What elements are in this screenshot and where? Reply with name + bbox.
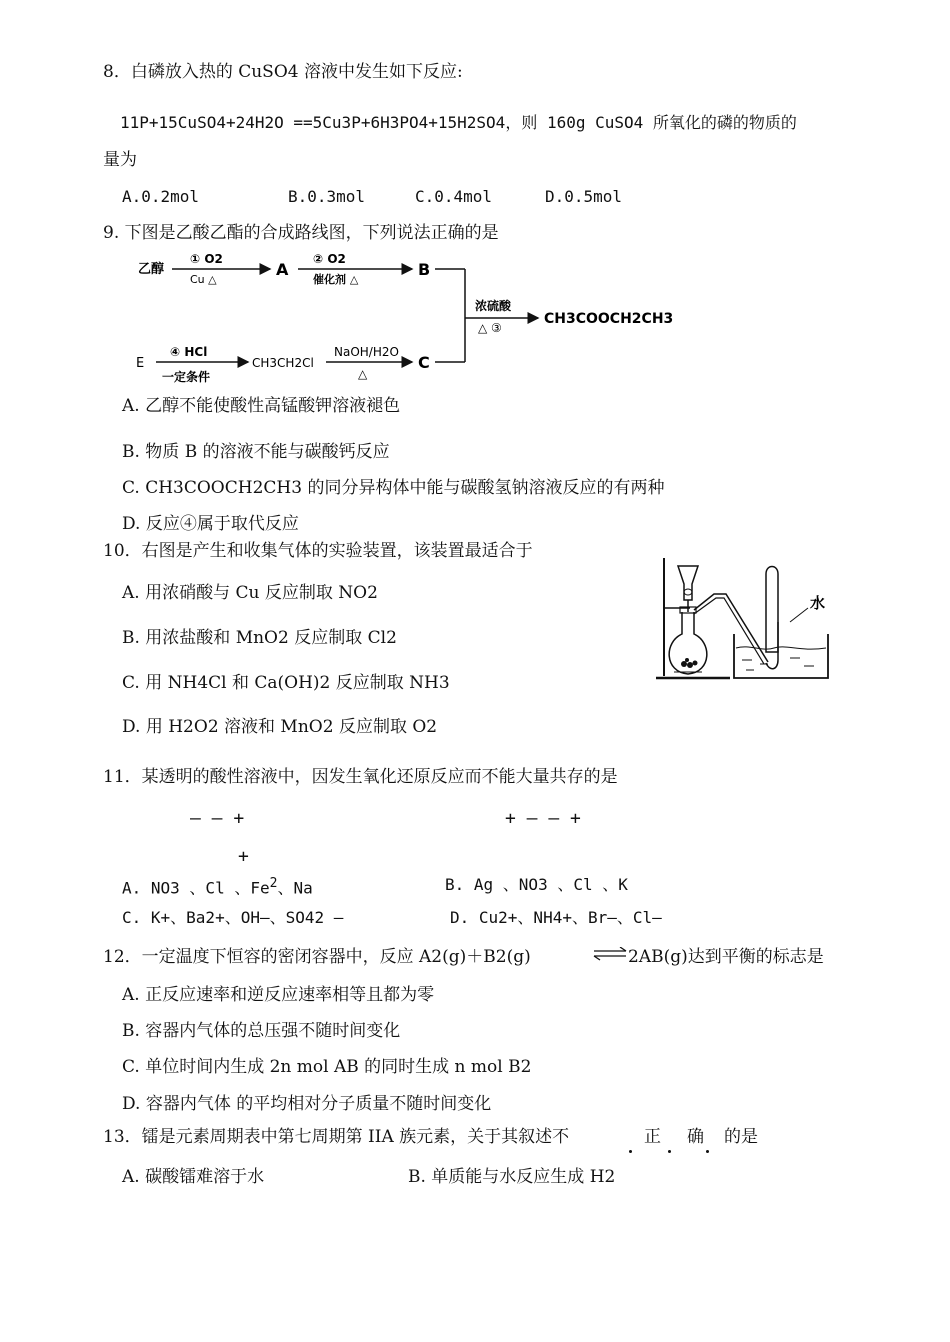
- ethanol-label: 乙醇: [138, 262, 165, 277]
- emphasis-dot: [629, 1150, 632, 1153]
- q8-stem-end: 量为: [103, 150, 137, 170]
- q12-option-c: C. 单位时间内生成 2n mol AB 的同时生成 n mol B2: [122, 1057, 532, 1077]
- q9-option-c: C. CH3COOCH2CH3 的同分异构体中能与碳酸氢钠溶液反应的有两种: [122, 478, 665, 498]
- q11-option-c: C. K+、Ba2+、OH—、SO42 —: [122, 908, 344, 927]
- q12-option-a: A. 正反应速率和逆反应速率相等且都为零: [122, 985, 435, 1005]
- emphasis-dot: [668, 1150, 671, 1153]
- step4-over: ④ HCl: [170, 345, 208, 359]
- q13-emphasis-que: 确: [687, 1127, 704, 1147]
- q10-option-b: B. 用浓盐酸和 MnO2 反应制取 Cl2: [122, 628, 397, 648]
- q12-stem-left: 12．一定温度下恒容的密闭容器中，反应 A2(g)＋B2(g): [103, 947, 531, 967]
- q11-option-d: D. Cu2+、NH4+、Br—、Cl—: [450, 908, 662, 927]
- emphasis-dot: [706, 1150, 709, 1153]
- product-ethyl-acetate: CH3COOCH2CH3: [544, 311, 674, 327]
- q10-option-d: D. 用 H2O2 溶液和 MnO2 反应制取 O2: [122, 717, 438, 737]
- q8-option-a: A.0.2mol: [122, 187, 200, 206]
- q13-stem: 13．镭是元素周期表中第七周期第 IIA 族元素，关于其叙述不: [103, 1127, 570, 1147]
- q11-charges-left: — — +: [190, 808, 245, 829]
- q11-stem: 11．某透明的酸性溶液中，因发生氧化还原反应而不能大量共存的是: [103, 767, 618, 787]
- compound-b: B: [418, 260, 431, 279]
- q8-option-b: B.0.3mol: [288, 187, 366, 206]
- step3-under: △ ③: [478, 321, 502, 335]
- q10-option-c: C. 用 NH4Cl 和 Ca(OH)2 反应制取 NH3: [122, 673, 450, 693]
- step5-over: NaOH/H2O: [334, 345, 399, 359]
- q11-option-a: A. NO3 、Cl 、Fe$^2$、Na: [122, 876, 313, 898]
- q8-option-d: D.0.5mol: [545, 187, 623, 206]
- q9-stem: 9. 下图是乙酸乙酯的合成路线图，下列说法正确的是: [103, 223, 499, 243]
- q10-option-a: A. 用浓硝酸与 Cu 反应制取 NO2: [122, 583, 378, 603]
- compound-e: E: [136, 356, 145, 371]
- q8-stem: 8．白磷放入热的 CuSO4 溶液中发生如下反应:: [103, 62, 463, 82]
- q8-equation: 11P+15CuSO4+24H2O ==5Cu3P+6H3PO4+15H2SO4，则 160g CuSO4 所氧化的磷的物质的: [120, 113, 797, 132]
- q11-option-b: B. Ag 、NO3 、Cl 、K: [445, 875, 628, 894]
- chloroethane: CH3CH2Cl: [252, 356, 314, 370]
- step2-under: 催化剂 △: [313, 273, 359, 286]
- q9-option-d: D. 反应④属于取代反应: [122, 514, 299, 534]
- water-label: 水: [810, 594, 826, 612]
- step1-under: Cu △: [190, 273, 217, 286]
- step2-over: ② O2: [313, 252, 346, 266]
- q9-synthesis-route-diagram: [130, 248, 690, 388]
- q13-stem-tail: 的是: [724, 1127, 758, 1147]
- q12-option-d: D. 容器内气体 的平均相对分子质量不随时间变化: [122, 1094, 492, 1114]
- q13-emphasis-zheng: 正: [644, 1127, 661, 1147]
- compound-a: A: [276, 260, 289, 279]
- equilibrium-arrows-icon: [592, 947, 628, 961]
- q12-option-b: B. 容器内气体的总压强不随时间变化: [122, 1021, 401, 1041]
- step3-over: 浓硫酸: [475, 299, 512, 313]
- q13-option-a: A. 碳酸镭难溶于水: [122, 1167, 265, 1187]
- q11-charges-right: + — — +: [505, 808, 581, 829]
- q9-option-a: A. 乙醇不能使酸性高锰酸钾溶液褪色: [122, 396, 401, 416]
- step5-under: △: [358, 367, 368, 381]
- q10-apparatus-diagram: [650, 552, 840, 687]
- q8-option-c: C.0.4mol: [415, 187, 493, 206]
- q10-stem: 10．右图是产生和收集气体的实验装置，该装置最适合于: [103, 541, 533, 561]
- step1-over: ① O2: [190, 252, 223, 266]
- q11-charges-row2: +: [238, 846, 249, 867]
- compound-c: C: [418, 353, 430, 372]
- q9-option-b: B. 物质 B 的溶液不能与碳酸钙反应: [122, 442, 390, 462]
- q13-option-b: B. 单质能与水反应生成 H2: [408, 1167, 616, 1187]
- q12-stem-right: 2AB(g)达到平衡的标志是: [628, 947, 824, 967]
- step4-under: 一定条件: [162, 370, 211, 384]
